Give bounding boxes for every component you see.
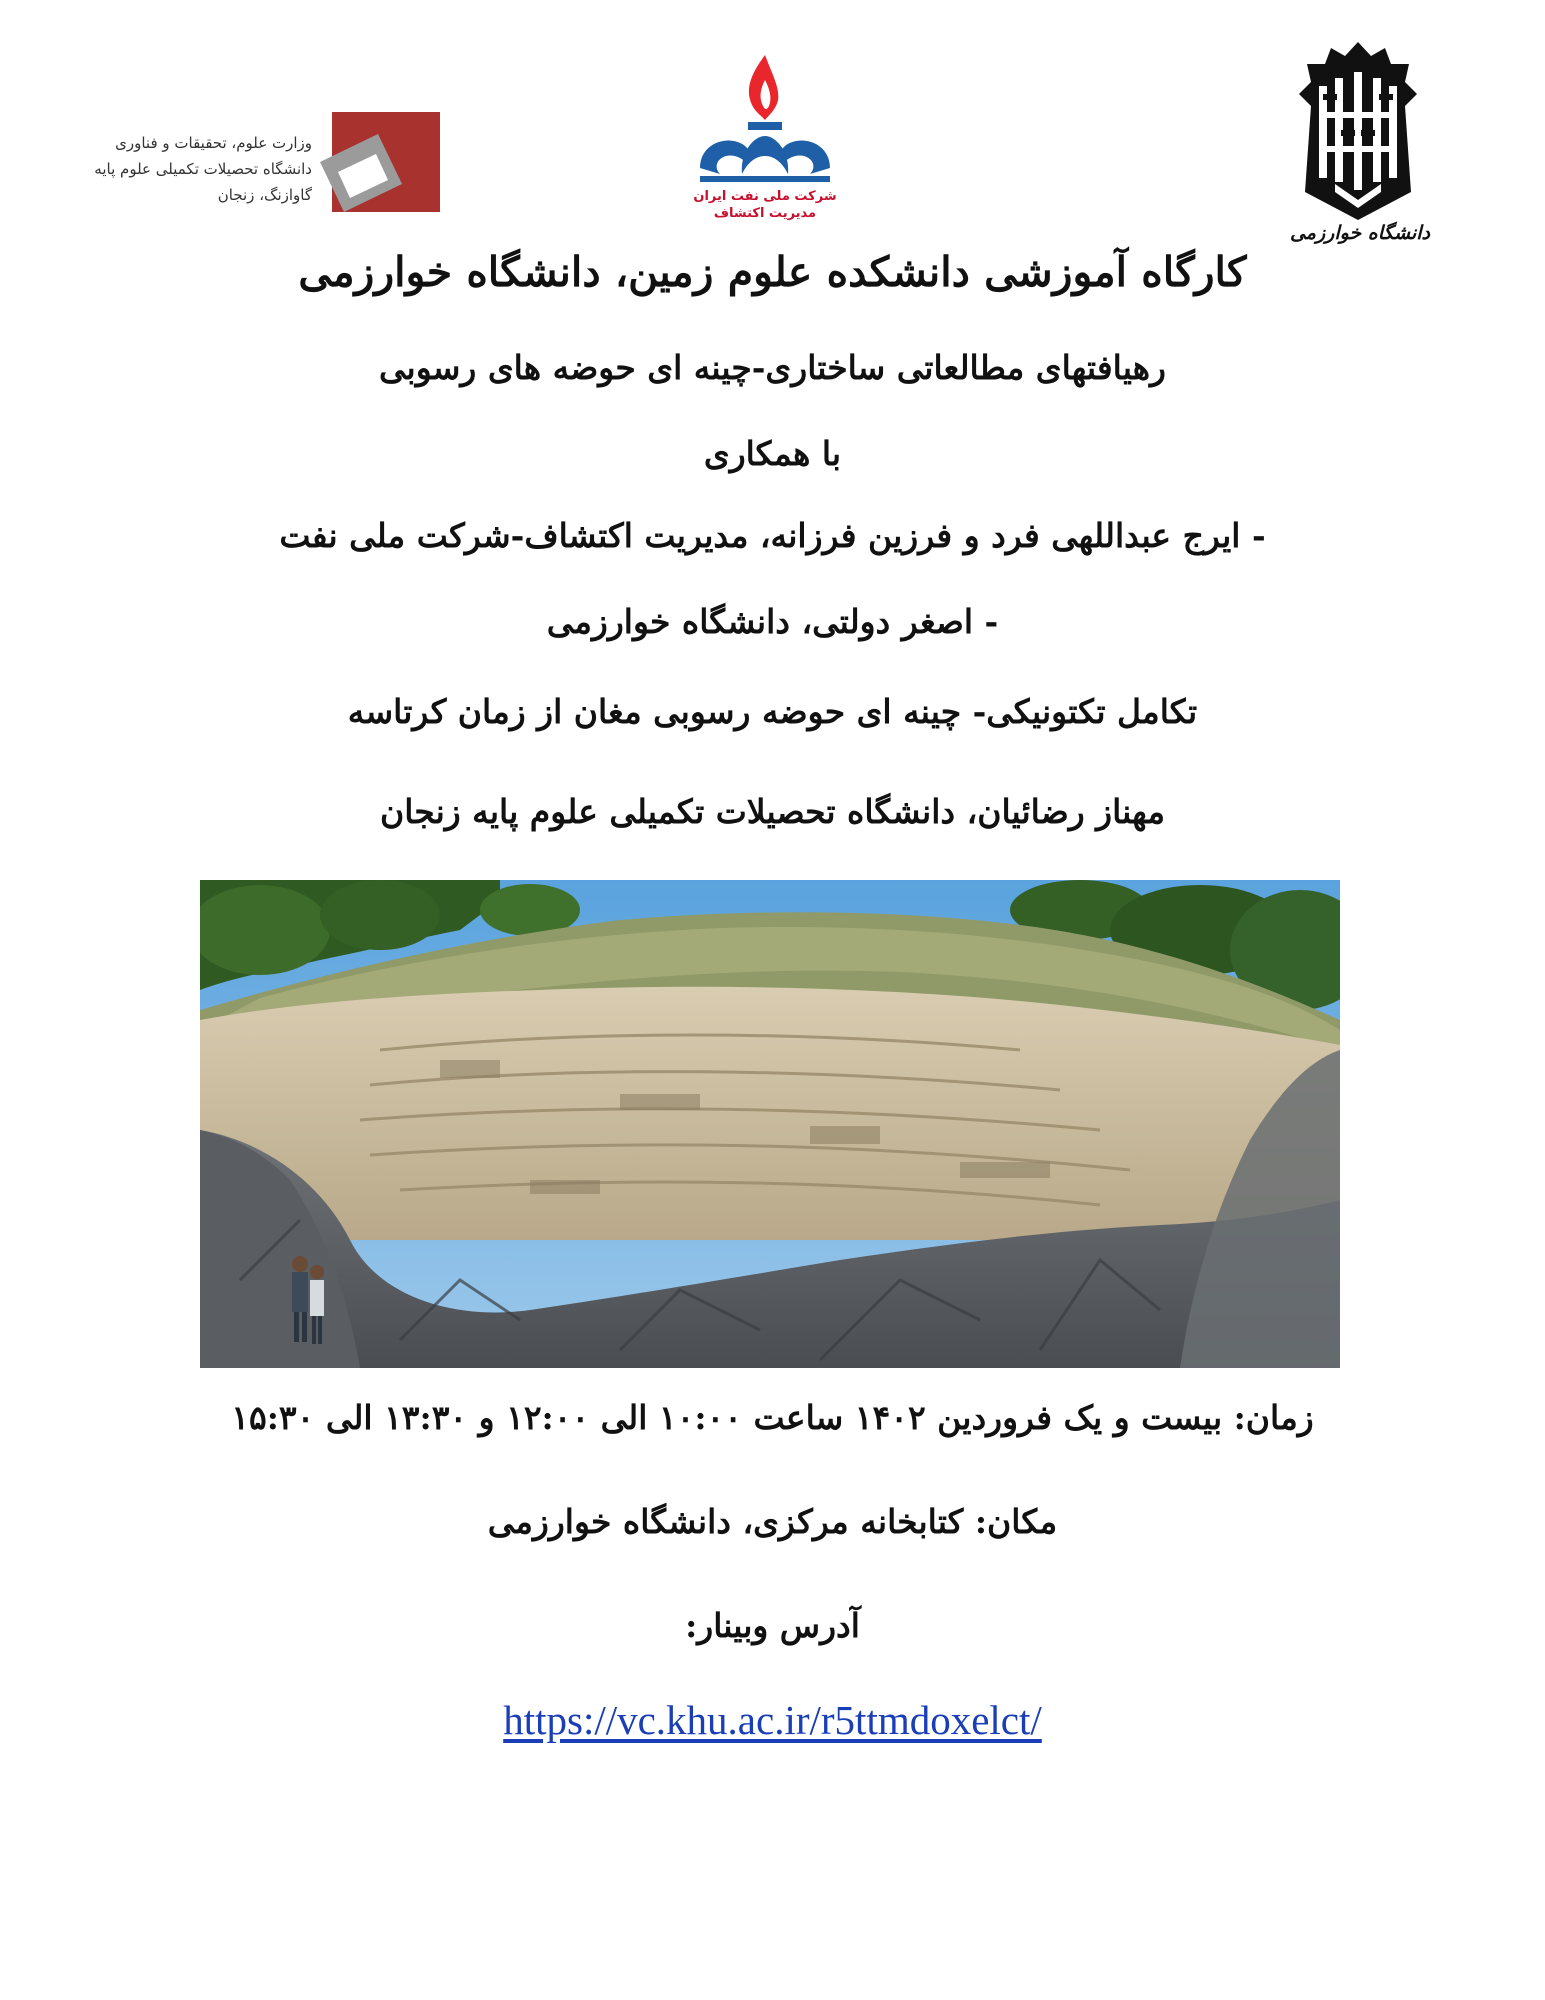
nioc-logo-line-2: مدیریت اکتشاف (713, 206, 817, 221)
talk-presenter: مهناز رضائیان، دانشگاه تحصیلات تکمیلی علوم پایه زنجان (379, 792, 1166, 831)
kharazmi-logo-signature: دانشگاه خوارزمی (1289, 222, 1431, 244)
iasbs-logo-line-1: وزارت علوم، تحقیقات و فناوری (115, 134, 312, 152)
talk-title: تکامل تکتونیکی- چینه ای حوضه رسوبی مغان از زمان کرتاسه (347, 692, 1198, 731)
iasbs-logo-text (94, 130, 312, 208)
workshop-title: کارگاه آموزشی دانشکده علوم زمین، دانشگاه خوارزمی (298, 248, 1247, 296)
presenter-1: - ایرج عبداللهی فرد و فرزین فرزانه، مدیریت اکتشاف-شرکت ملی نفت (279, 516, 1266, 555)
webinar-link[interactable]: https://vc.khu.ac.ir/r5ttmdoxelct/ (503, 1697, 1042, 1743)
kharazmi-emblem-icon (1293, 42, 1423, 222)
iasbs-logo-line-3: گاوازنگ، زنجان (217, 186, 312, 204)
collaboration-label: با همکاری (703, 434, 842, 473)
nioc-logo-text (680, 188, 850, 222)
nioc-emblem-icon (690, 50, 840, 190)
event-time: زمان: بیست و یک فروردین ۱۴۰۲ ساعت ۱۰:۰۰ الی ۱۲:۰۰ و ۱۳:۳۰ الی ۱۵:۳۰ (231, 1398, 1314, 1437)
nioc-logo (680, 50, 850, 235)
outcrop-photo-illustration (200, 880, 1340, 1368)
webinar-label: آدرس وبینار: (685, 1606, 860, 1645)
kharazmi-university-logo (1285, 42, 1435, 267)
iasbs-logo (60, 112, 440, 222)
iasbs-logo-line-2: دانشگاه تحصیلات تکمیلی علوم پایه (94, 160, 312, 178)
workshop-subtitle: رهیافتهای مطالعاتی ساختاری-چینه ای حوضه های رسوبی (379, 348, 1166, 387)
nioc-logo-line-1: شرکت ملی نفت ایران (693, 189, 837, 204)
outcrop-photo (200, 880, 1340, 1368)
event-place: مکان: کتابخانه مرکزی، دانشگاه خوارزمی (487, 1502, 1058, 1541)
iasbs-emblem-icon (320, 112, 440, 212)
presenter-2: - اصغر دولتی، دانشگاه خوارزمی (546, 602, 999, 641)
